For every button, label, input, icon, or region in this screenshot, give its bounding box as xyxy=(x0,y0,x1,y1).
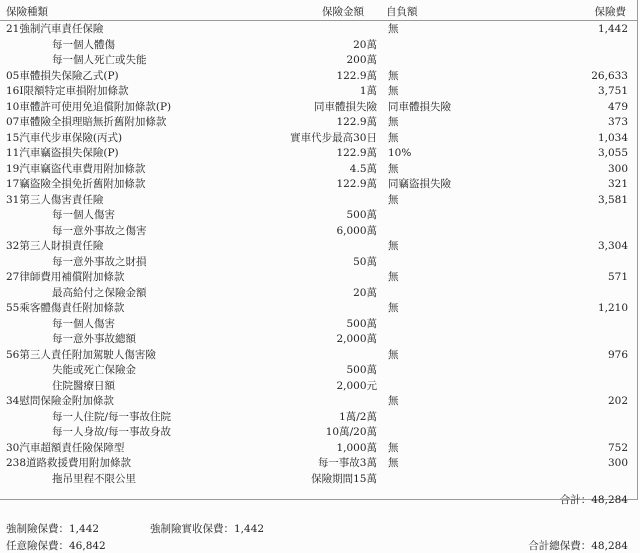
coverage-name: 每一個人傷害 xyxy=(52,209,115,221)
coverage-amount: 20萬 xyxy=(353,38,377,51)
table-row xyxy=(0,69,640,85)
coverage-premium: 3,581 xyxy=(597,193,628,206)
coverage-rows xyxy=(0,22,640,487)
table-row xyxy=(0,456,640,472)
coverage-premium: 1,210 xyxy=(597,302,628,314)
coverage-name: 32第三人財損責任險 xyxy=(6,240,104,252)
coverage-amount: 200萬 xyxy=(346,54,377,66)
coverage-amount: 實車代步最高30日 xyxy=(290,131,377,144)
coverage-deductible: 無 xyxy=(388,23,399,35)
table-row xyxy=(0,472,640,488)
coverage-name: 55乘客體傷責任附加條款 xyxy=(6,302,125,314)
table-row xyxy=(0,131,640,147)
coverage-name: 拖吊里程不限公里 xyxy=(52,472,136,485)
coverage-name: 失能或死亡保險金 xyxy=(52,364,136,376)
table-row xyxy=(0,239,640,255)
coverage-amount: 500萬 xyxy=(346,209,377,221)
table-row xyxy=(0,410,640,426)
table-header xyxy=(0,0,638,21)
coverage-name: 11汽車竊盜損失保險(P) xyxy=(6,147,119,159)
coverage-deductible: 無 xyxy=(388,85,399,97)
coverage-deductible: 無 xyxy=(388,395,399,407)
table-row xyxy=(0,38,640,54)
coverage-name: 每一人住院/每一事故住院 xyxy=(52,410,172,423)
coverage-amount: 500萬 xyxy=(346,364,377,376)
coverage-deductible: 無 xyxy=(388,302,399,314)
coverage-deductible: 無 xyxy=(388,457,399,469)
coverage-name: 每一個人傷害 xyxy=(52,317,115,330)
coverage-premium: 571 xyxy=(607,271,628,283)
coverage-deductible: 無 xyxy=(388,271,399,283)
coverage-premium: 752 xyxy=(607,441,628,454)
header-amount: 保險金額 xyxy=(322,6,364,18)
coverage-deductible: 無 xyxy=(388,193,399,206)
coverage-deductible: 無 xyxy=(388,348,399,361)
coverage-name: 每一個人體傷 xyxy=(52,38,115,51)
table-row xyxy=(0,146,640,162)
coverage-name: 每一個人死亡或失能 xyxy=(52,54,147,66)
table-row xyxy=(0,286,640,302)
coverage-premium: 1,442 xyxy=(597,23,628,35)
table-row xyxy=(0,270,640,286)
grand-total: 合計總保費：48,284 xyxy=(528,540,628,552)
table-row xyxy=(0,363,640,379)
coverage-premium: 1,034 xyxy=(597,131,628,144)
coverage-premium: 300 xyxy=(607,457,628,469)
header-type: 保險種類 xyxy=(6,6,48,18)
coverage-deductible: 同車體損失險 xyxy=(388,100,451,113)
coverage-amount: 每一事故3萬 xyxy=(317,457,377,469)
coverage-name: 16I限額特定車損附加條款 xyxy=(6,85,129,97)
coverage-deductible: 無 xyxy=(388,240,399,252)
coverage-deductible: 10% xyxy=(388,147,412,159)
coverage-name: 每一意外事故總額 xyxy=(52,333,136,345)
table-row xyxy=(0,22,640,38)
coverage-name: 最高給付之保險金額 xyxy=(52,286,147,299)
coverage-deductible: 無 xyxy=(388,131,399,144)
compulsory-received: 強制險實收保費：1,442 xyxy=(150,523,265,535)
table-row xyxy=(0,193,640,209)
coverage-deductible: 同竊盜損失險 xyxy=(388,178,451,190)
coverage-premium: 202 xyxy=(607,395,628,407)
coverage-amount: 保險期間15萬 xyxy=(311,472,377,485)
coverage-amount: 6,000萬 xyxy=(336,224,377,237)
table-row xyxy=(0,115,640,131)
header-deductible: 自負額 xyxy=(386,6,418,18)
table-row xyxy=(0,441,640,457)
coverage-name: 56第三人責任附加駕駛人傷害險 xyxy=(6,348,156,361)
table-row xyxy=(0,332,640,348)
coverage-amount: 122.9萬 xyxy=(336,147,377,159)
voluntary-premium: 任意險保費：46,842 xyxy=(6,540,106,552)
table-row xyxy=(0,425,640,441)
coverage-amount: 1萬 xyxy=(359,85,377,97)
coverage-premium: 479 xyxy=(607,100,628,113)
table-row xyxy=(0,177,640,193)
coverage-deductible: 無 xyxy=(388,69,399,82)
coverage-premium: 3,751 xyxy=(597,85,628,97)
coverage-amount: 4.5萬 xyxy=(349,162,377,175)
coverage-deductible: 無 xyxy=(388,162,399,175)
table-row xyxy=(0,224,640,240)
coverage-amount: 122.9萬 xyxy=(336,116,377,128)
coverage-name: 17竊盜險全損免折舊附加條款 xyxy=(6,178,146,190)
coverage-deductible: 無 xyxy=(388,116,399,128)
table-row xyxy=(0,301,640,317)
coverage-name: 住院醫療日額 xyxy=(52,379,115,392)
coverage-name: 15汽車代步車保險(丙式) xyxy=(6,131,123,144)
coverage-premium: 976 xyxy=(607,348,628,361)
coverage-amount: 122.9萬 xyxy=(336,178,377,190)
table-row xyxy=(0,317,640,333)
subtotal: 合計：48,284 xyxy=(559,494,628,506)
table-row xyxy=(0,255,640,271)
table-row xyxy=(0,53,640,69)
coverage-amount: 20萬 xyxy=(353,286,377,299)
table-row xyxy=(0,394,640,410)
table-row xyxy=(0,84,640,100)
coverage-premium: 300 xyxy=(607,162,628,175)
table-row xyxy=(0,208,640,224)
table-row xyxy=(0,100,640,116)
coverage-name: 05車體損失保險乙式(P) xyxy=(6,69,119,82)
coverage-amount: 1萬/2萬 xyxy=(339,410,377,423)
coverage-amount: 同車體損失險 xyxy=(314,100,377,113)
coverage-amount: 1,000萬 xyxy=(336,441,377,454)
coverage-amount: 500萬 xyxy=(346,317,377,330)
coverage-name: 每一意外事故之財損 xyxy=(52,255,147,268)
coverage-premium: 373 xyxy=(607,116,628,128)
coverage-name: 31第三人傷害責任險 xyxy=(6,193,104,206)
coverage-amount: 122.9萬 xyxy=(336,69,377,82)
table-row xyxy=(0,348,640,364)
compulsory-premium: 強制險保費：1,442 xyxy=(6,523,100,535)
coverage-premium: 3,055 xyxy=(597,147,628,159)
coverage-amount: 10萬/20萬 xyxy=(325,426,377,438)
coverage-name: 每一人身故/每一事故身故 xyxy=(52,426,172,438)
coverage-name: 每一意外事故之傷害 xyxy=(52,224,147,237)
table-row xyxy=(0,379,640,395)
coverage-amount: 50萬 xyxy=(353,255,377,268)
coverage-amount: 2,000萬 xyxy=(336,333,377,345)
header-premium: 保險費 xyxy=(594,6,626,18)
coverage-name: 238道路救援費用附加條款 xyxy=(6,457,132,469)
table-row xyxy=(0,162,640,178)
coverage-deductible: 無 xyxy=(388,441,399,454)
coverage-premium: 3,304 xyxy=(597,240,628,252)
coverage-name: 34慰問保險金附加條款 xyxy=(6,395,114,407)
coverage-name: 07車體險全損理賠無折舊附加條款 xyxy=(6,116,167,128)
coverage-premium: 321 xyxy=(607,178,628,190)
coverage-name: 27律師費用補償附加條款 xyxy=(6,271,125,283)
coverage-name: 19汽車竊盜代車費用附加條款 xyxy=(6,162,146,175)
coverage-name: 30汽車超額責任險保障型 xyxy=(6,441,125,454)
coverage-premium: 26,633 xyxy=(591,69,628,82)
coverage-name: 10車體許可使用免追償附加條款(P) xyxy=(6,100,172,113)
coverage-name: 21強制汽車責任保險 xyxy=(6,23,104,35)
coverage-amount: 2,000元 xyxy=(336,379,377,392)
